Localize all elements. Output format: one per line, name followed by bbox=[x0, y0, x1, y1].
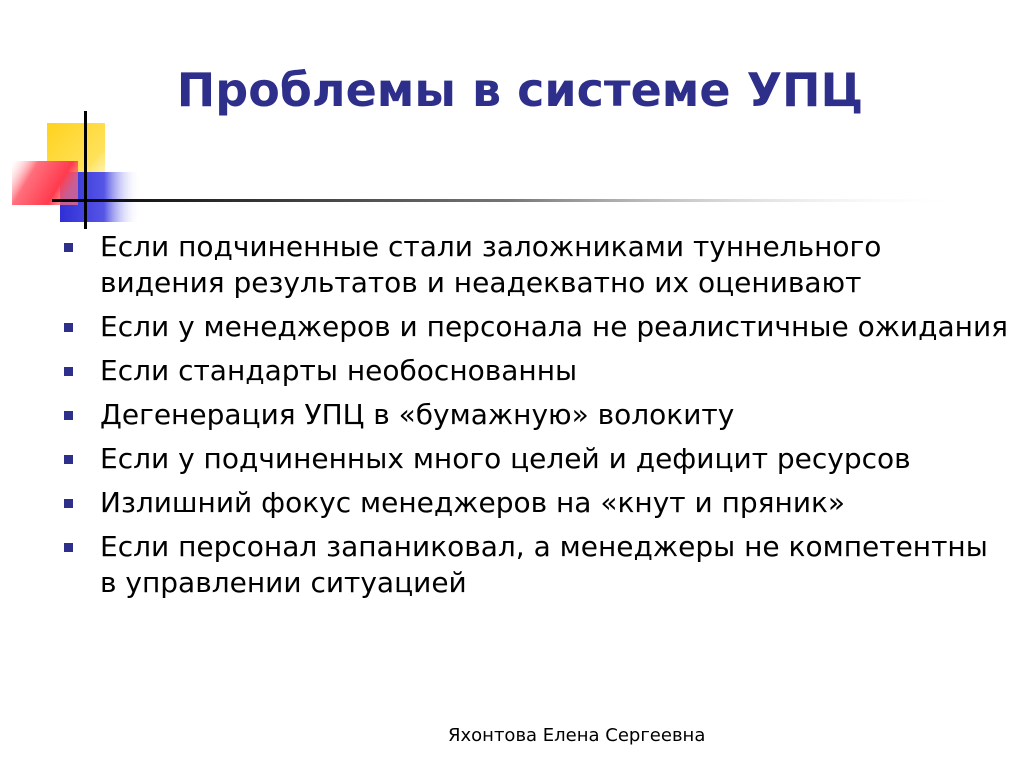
bullet-text: Если у менеджеров и персонала не реалистичные ожидания bbox=[100, 310, 1008, 343]
bullet-item bbox=[60, 441, 1010, 477]
square-bullet-icon bbox=[64, 411, 73, 420]
square-bullet-icon bbox=[64, 499, 73, 508]
bullet-text: Если стандарты необоснованны bbox=[100, 354, 578, 387]
bullet-item bbox=[60, 229, 1010, 301]
square-bullet-icon bbox=[64, 243, 73, 252]
bullet-item bbox=[60, 353, 1010, 389]
slide-title: Проблемы в системе УПЦ bbox=[176, 63, 864, 117]
bullet-text: Если у подчиненных много целей и дефицит ресурсов bbox=[100, 442, 911, 475]
footer-author: Яхонтова Елена Сергеевна bbox=[448, 725, 706, 746]
bullet-item bbox=[60, 309, 1010, 345]
bullet-item bbox=[60, 397, 1010, 433]
square-bullet-icon bbox=[64, 323, 73, 332]
bullet-item bbox=[60, 529, 1010, 601]
horizontal-rule bbox=[52, 199, 972, 202]
bullet-text: Если персонал запаниковал, а менеджеры не компетентны в управлении ситуацией bbox=[100, 530, 988, 599]
square-bullet-icon bbox=[64, 543, 73, 552]
square-bullet-icon bbox=[64, 455, 73, 464]
bullet-item bbox=[60, 485, 1010, 521]
square-bullet-icon bbox=[64, 367, 73, 376]
bullet-list bbox=[60, 229, 1010, 609]
bullet-text: Если подчиненные стали заложниками туннельного видения результатов и неадекватно их оценивают bbox=[100, 230, 882, 299]
red-square bbox=[12, 161, 78, 205]
bullet-text: Дегенерация УПЦ в «бумажную» волокиту bbox=[100, 398, 735, 431]
vertical-line bbox=[84, 111, 87, 229]
bullet-text: Излишний фокус менеджеров на «кнут и пряник» bbox=[100, 486, 846, 519]
